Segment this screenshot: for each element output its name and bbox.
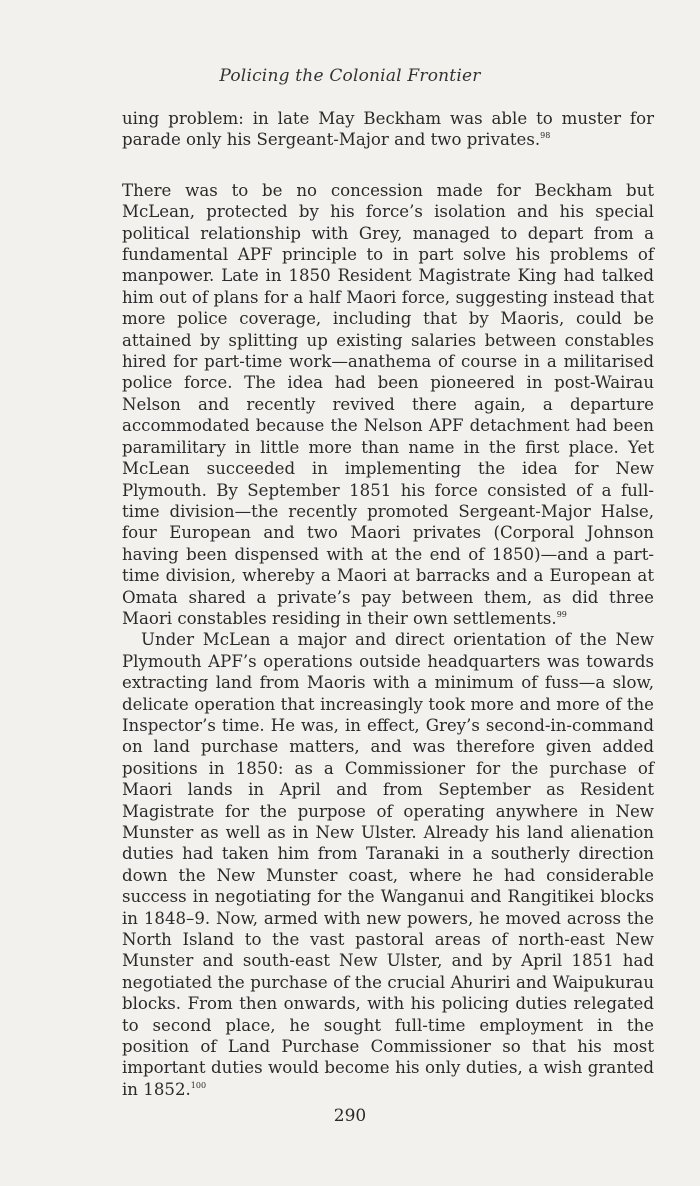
paragraph-1 — [122, 108, 654, 151]
paragraph-gap — [122, 151, 654, 180]
paragraph-2 — [122, 180, 654, 630]
running-head: Policing the Colonial Frontier — [219, 66, 481, 86]
footnote-ref-99: 99 — [556, 609, 567, 619]
paragraph-2-text: There was to be no concession made for Beckham but McLean, protected by his force’s isolation and his special political relationship with Grey, managed to depart from a fundamental APF principle to in part solve his problems of manpower. Late in 1850 Resident Magistrate King had talked him out of plans for a half Maori force, suggesting instead that more police coverage, including that by Maoris, could be attained by splitting up existing salaries between constables hired for part-time work—anathema of course in a militarised police force. The idea had been pioneered in post-Wairau Nelson and recently revived there again, a departure accommodated because the Nelson APF detachment had been paramilitary in little more than name in the first place. Yet McLean succeeded in implementing the idea for New Plymouth. By September 1851 his force consisted of a full-time division—the recently promoted Sergeant-Major Halse, four European and two Maori privates (Corporal Johnson having been dispensed with at the end of 1850)—and a part-time division, whereby a Maori at barracks and a European at Omata shared a private’s pay between them, as did three Maori constables residing in their own settlements. — [122, 180, 654, 628]
paragraph-3 — [122, 629, 654, 1100]
paragraph-3-text: Under McLean a major and direct orientation of the New Plymouth APF’s operations outside headquarters was towards extracting land from Maoris with a minimum of fuss—a slow, delicate operation that increasingly took more and more of the Inspector’s time. He was, in effect, Grey’s second-in-command on land purchase matters, and was therefore given added positions in 1850: as a Commissioner for the purchase of Maori lands in April and from September as Resident Magistrate for the purpose of operating anywhere in New Munster as well as in New Ulster. Already his land alienation duties had taken him from Taranaki in a southerly direction down the New Munster coast, where he had considerable success in negotiating for the Wanganui and Rangitikei blocks in 1848–9. Now, armed with new powers, he moved across the North Island to the vast pastoral areas of north-east New Munster and south-east New Ulster, and by April 1851 had negotiated the purchase of the crucial Ahuriri and Waipukurau blocks. From then onwards, with his policing duties relegated to second place, he sought full-time employment in the position of Land Purchase Commissioner so that his most important duties would become his only duties, a wish granted in 1852. — [122, 630, 654, 1099]
body-text — [122, 108, 654, 1100]
paragraph-1-text: uing problem: in late May Beckham was able to muster for parade only his Sergeant-Major and two privates. — [122, 109, 654, 150]
footnote-ref-98: 98 — [540, 131, 551, 141]
footnote-ref-100: 100 — [190, 1080, 207, 1090]
page-number: 290 — [333, 1106, 367, 1126]
